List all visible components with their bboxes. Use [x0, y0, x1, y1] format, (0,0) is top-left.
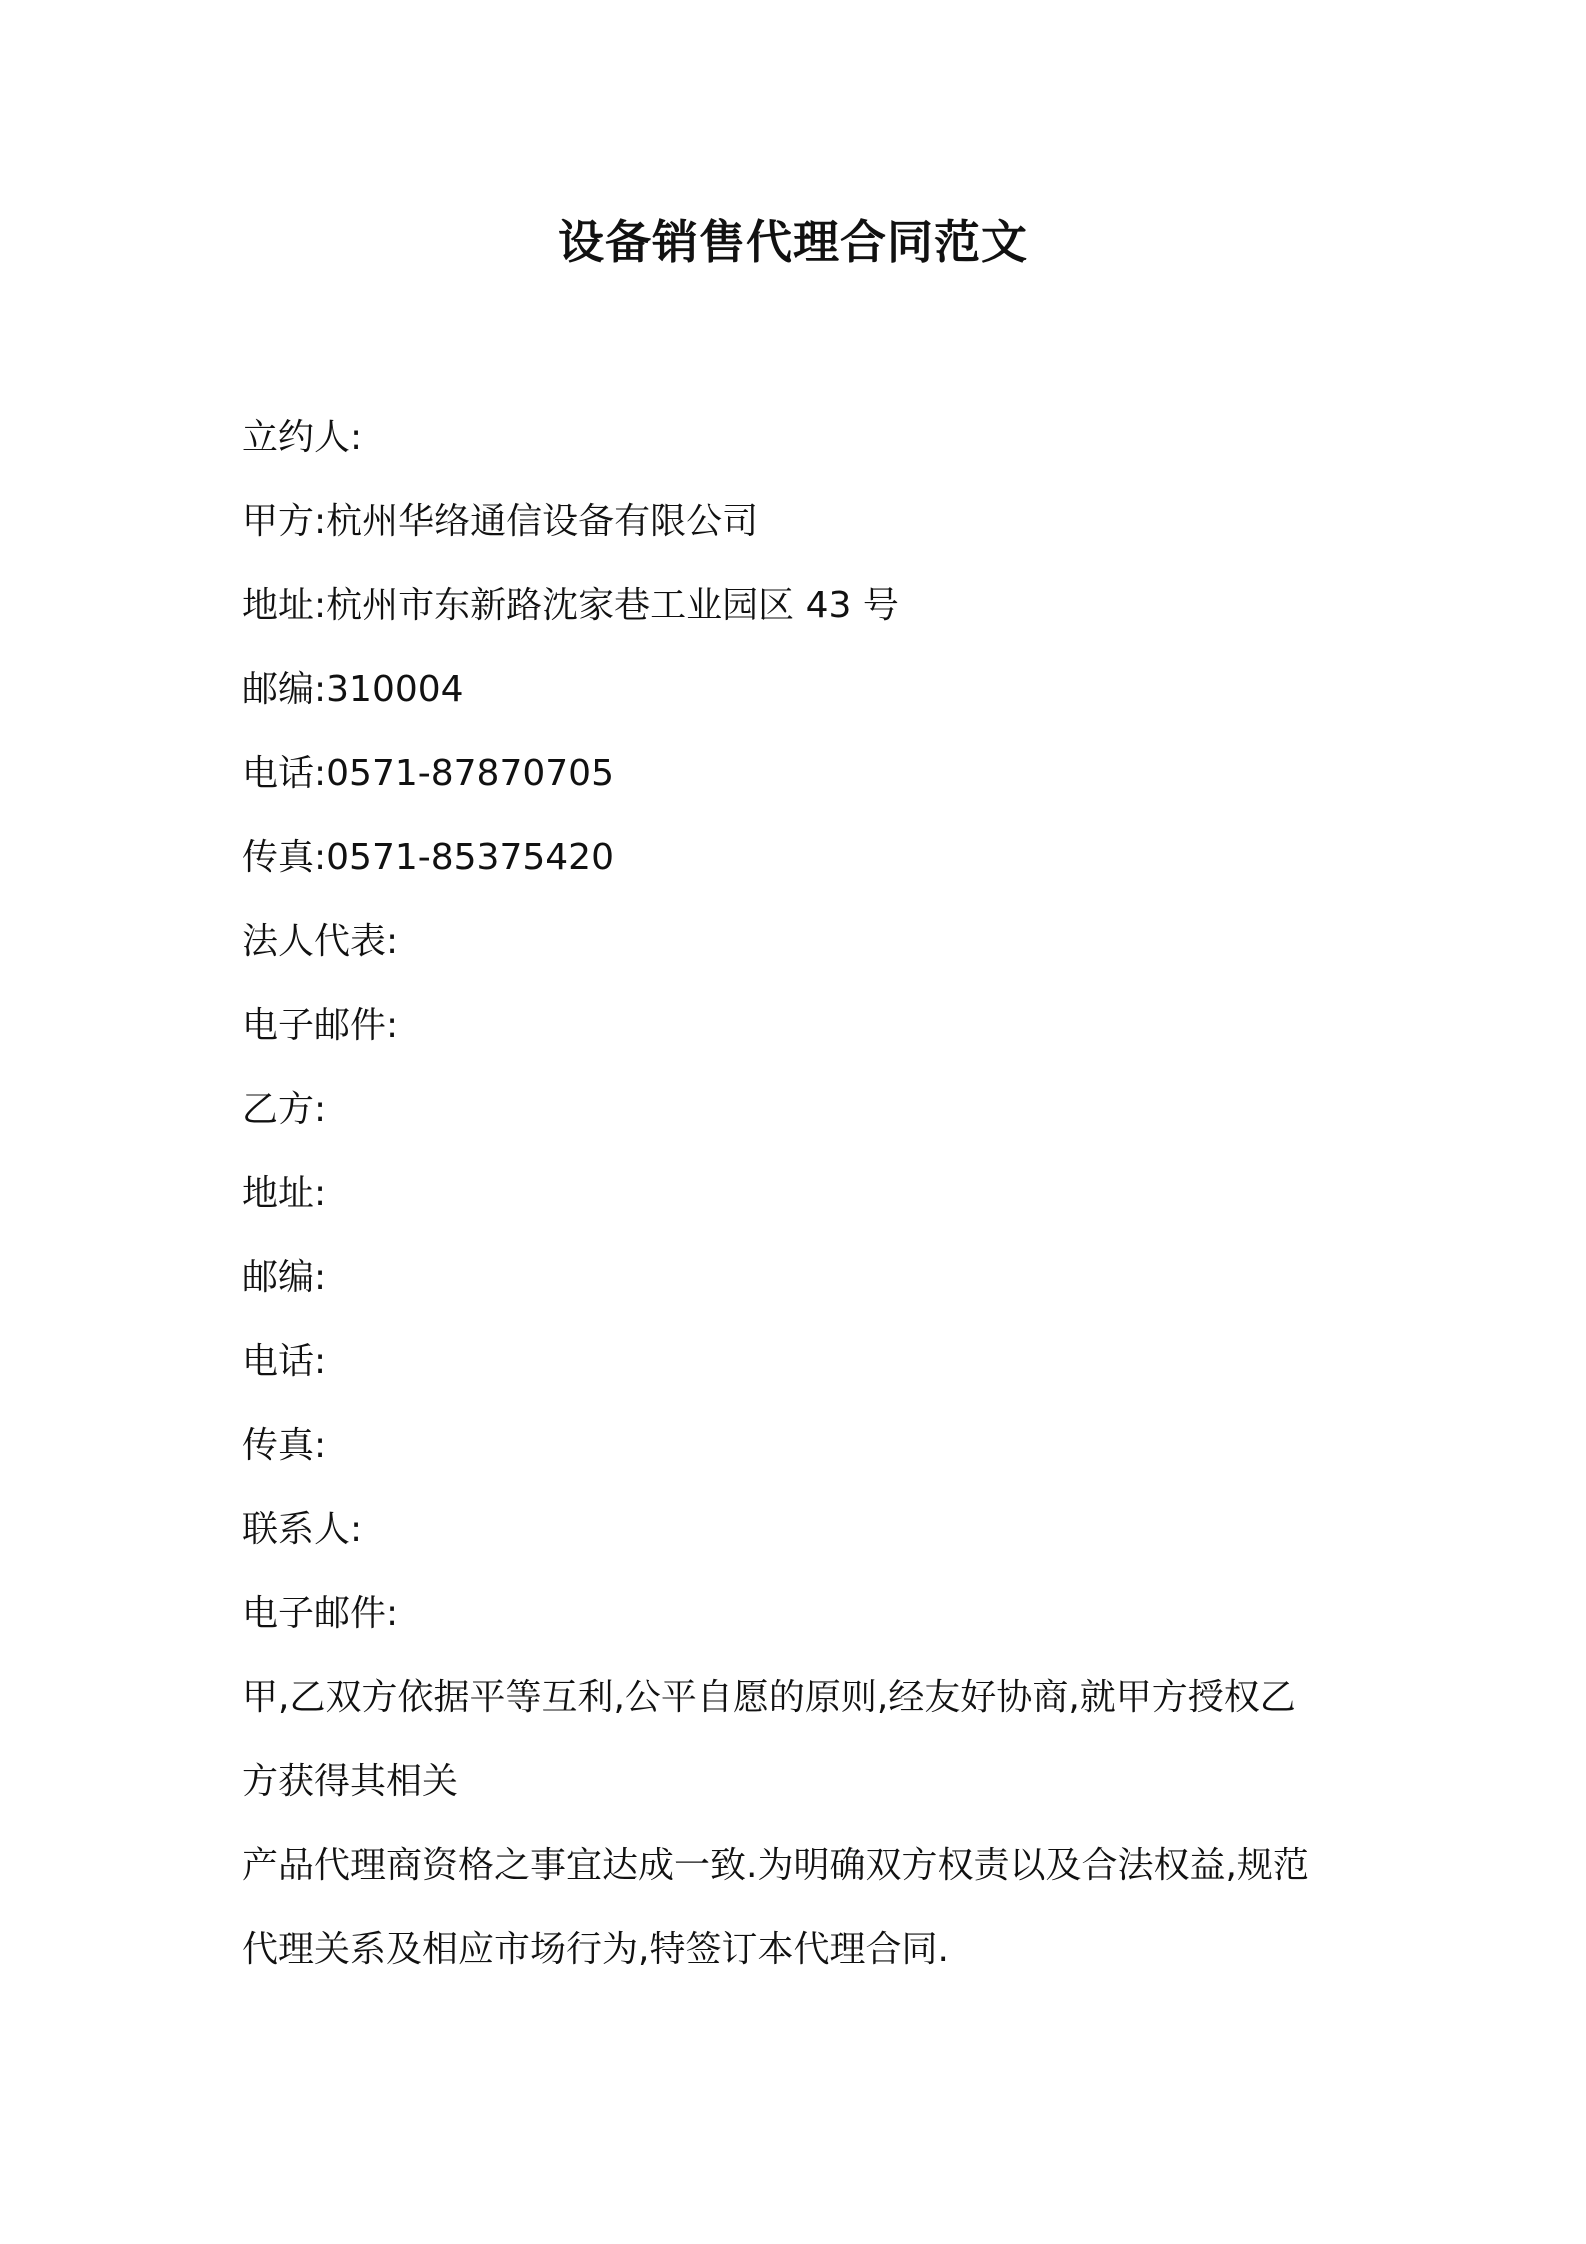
agreement-paragraph-line-2: 方获得其相关 [242, 1761, 459, 1802]
party-b-name: 乙方: [242, 1089, 327, 1130]
party-label-line: 立约人: [242, 417, 363, 458]
party-a-phone: 电话:0571-87870705 [242, 753, 614, 794]
party-a-address: 地址:杭州市东新路沈家巷工业园区 43 号 [242, 585, 899, 626]
party-a-name: 甲方:杭州华络通信设备有限公司 [242, 501, 759, 542]
party-b-phone: 电话: [242, 1341, 327, 1382]
agreement-paragraph-line-3: 产品代理商资格之事宜达成一致.为明确双方权责以及合法权益,规范 [242, 1845, 1309, 1886]
document-body [242, 408, 1362, 2004]
party-b-contact: 联系人: [242, 1509, 363, 1550]
party-b-email: 电子邮件: [242, 1593, 399, 1634]
party-a-legal-rep: 法人代表: [242, 921, 399, 962]
document-title: 设备销售代理合同范文 [558, 215, 1028, 269]
party-a-email: 电子邮件: [242, 1005, 399, 1046]
party-b-postcode: 邮编: [242, 1257, 327, 1298]
party-a-fax: 传真:0571-85375420 [242, 837, 614, 878]
party-b-fax: 传真: [242, 1425, 327, 1466]
agreement-paragraph-line-4: 代理关系及相应市场行为,特签订本代理合同. [242, 1929, 949, 1970]
agreement-paragraph-line-1: 甲,乙双方依据平等互利,公平自愿的原则,经友好协商,就甲方授权乙 [242, 1677, 1296, 1718]
party-a-postcode: 邮编:310004 [242, 669, 464, 710]
party-b-address: 地址: [242, 1173, 327, 1214]
